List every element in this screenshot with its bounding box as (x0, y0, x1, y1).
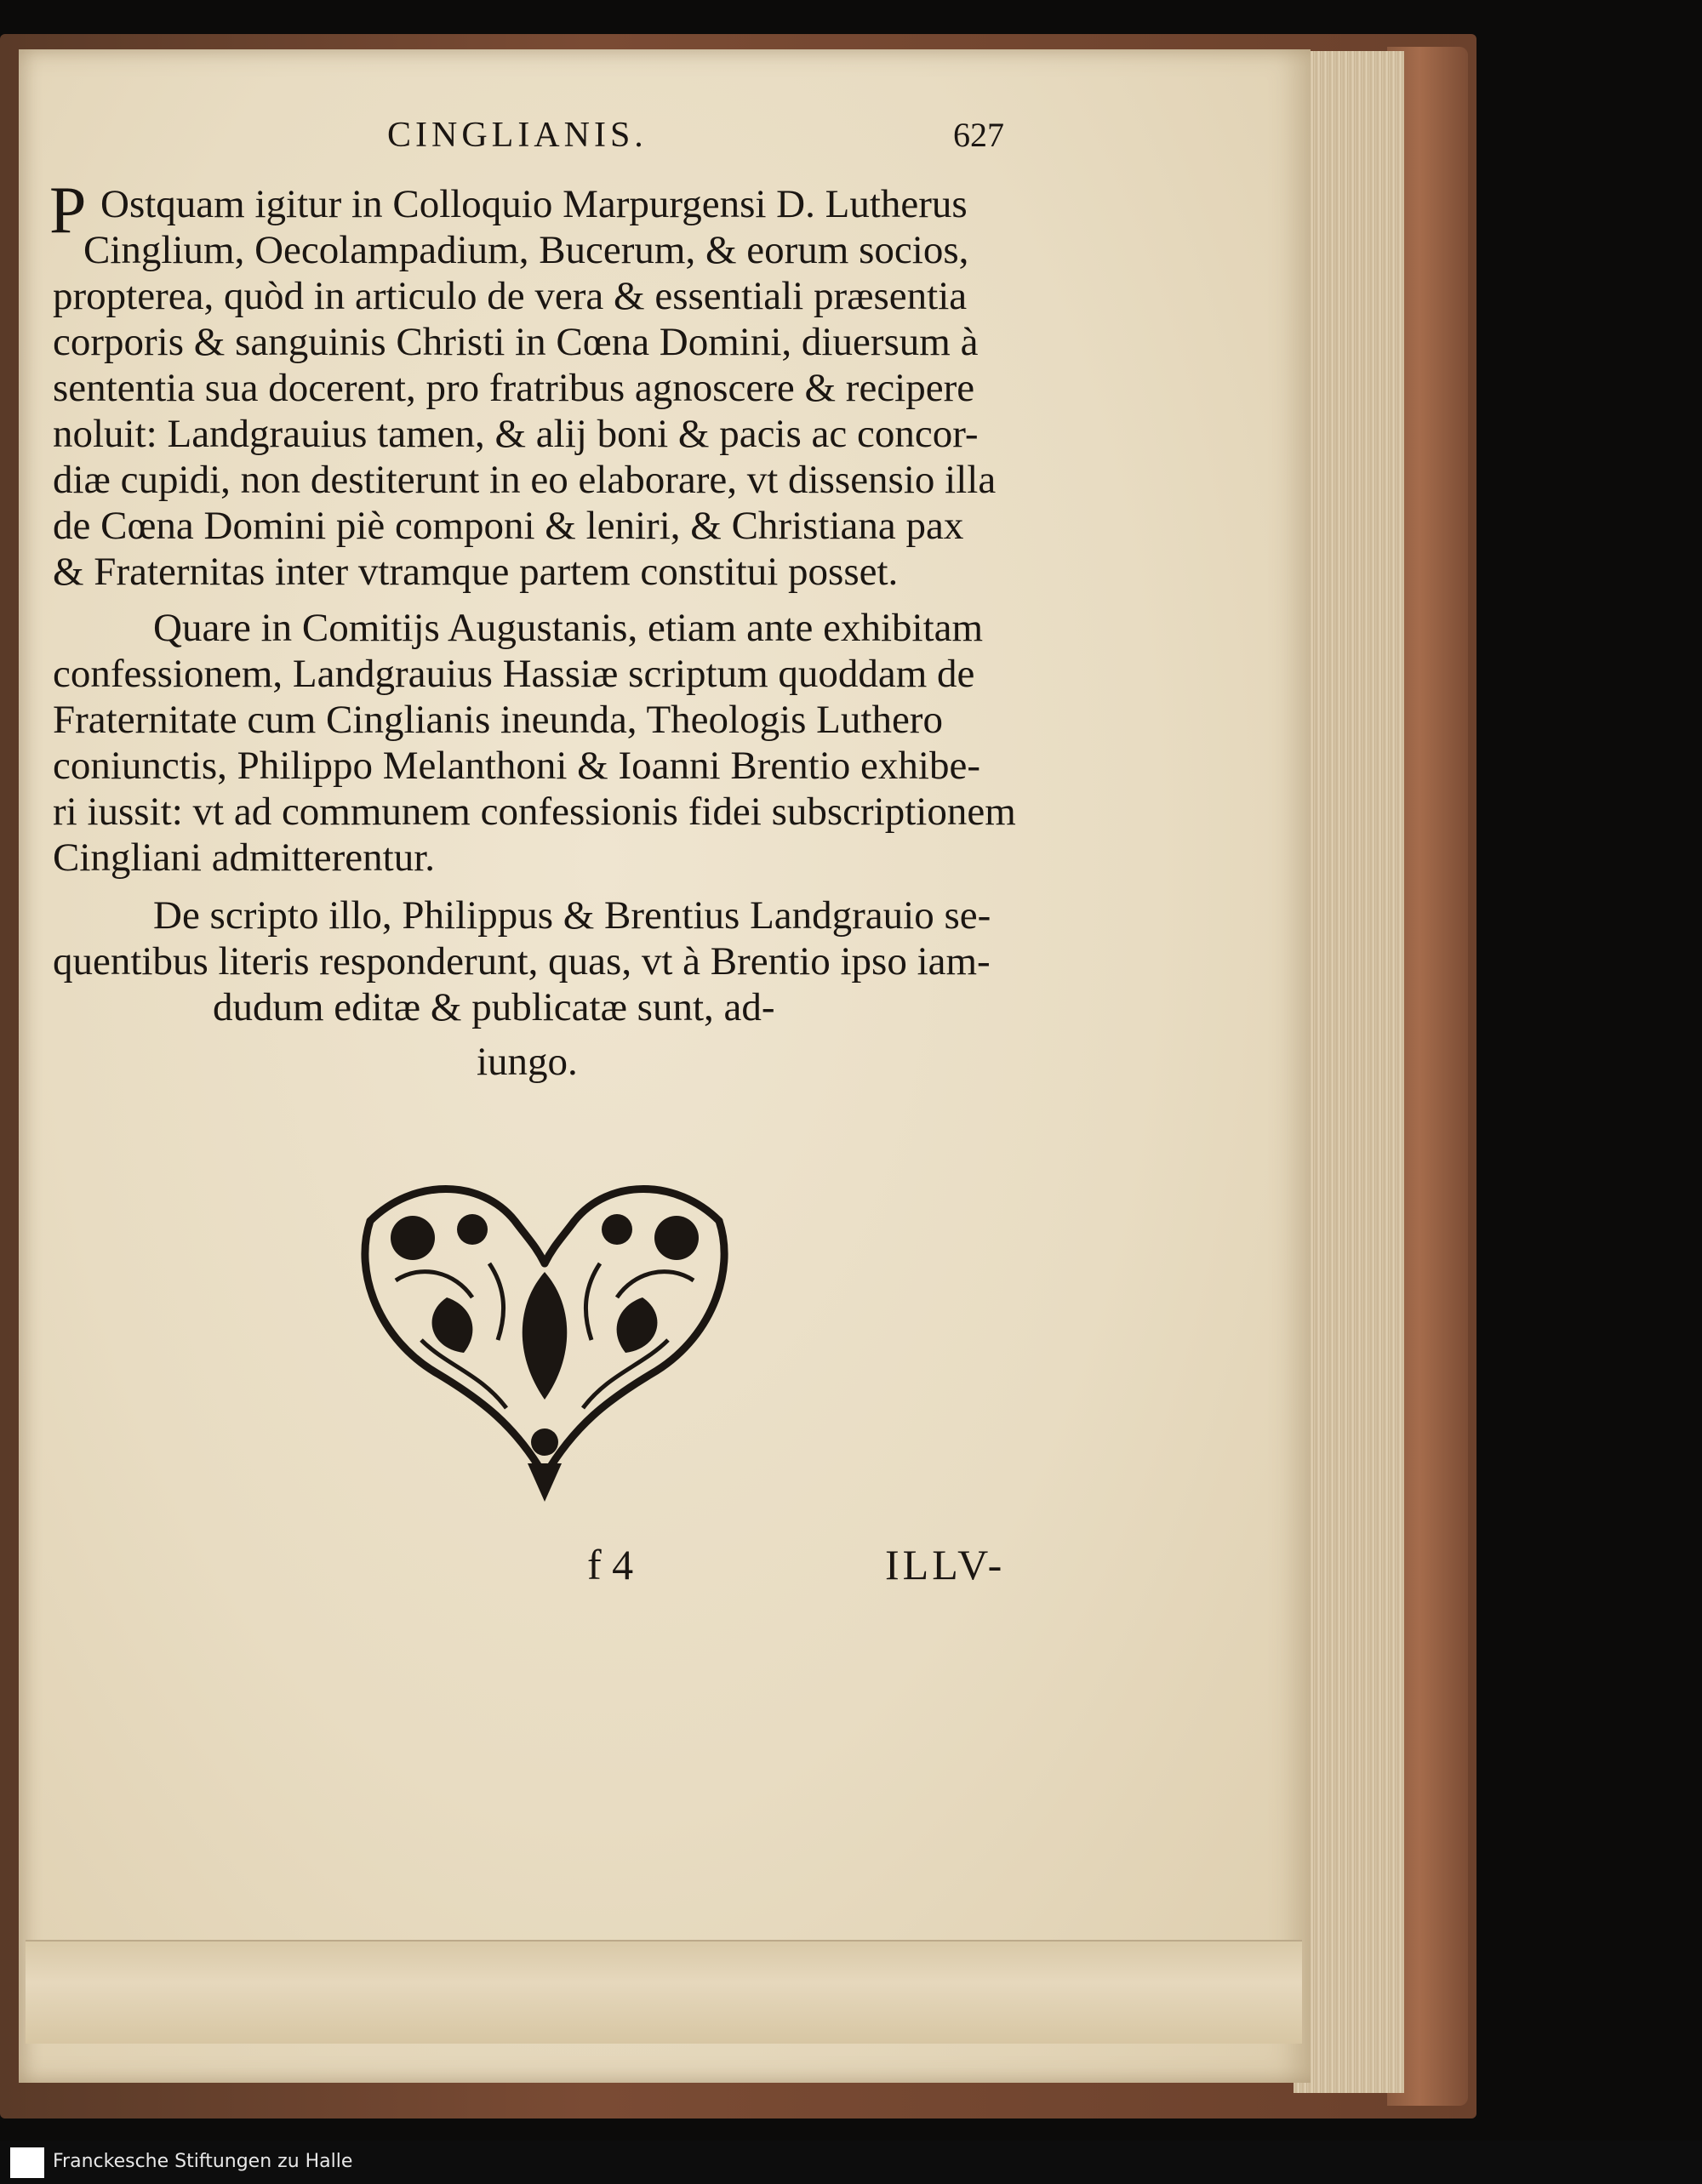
catchword: ILLV- (885, 1541, 1006, 1588)
drop-cap: P (49, 173, 87, 247)
fleuron-ornament-icon (345, 1170, 745, 1506)
body-line: diæ cupidi, non destiterunt in eo elaborare, vt dissensio illa (53, 458, 997, 502)
running-head: CINGLIANIS. (387, 116, 648, 155)
body-line: Fraternitate cum Cinglianis ineunda, Theologis Luthero (53, 698, 943, 742)
institution-logo-icon (10, 2147, 44, 2178)
body-line: ri iussit: vt ad communem confessionis fidei subscriptionem (53, 790, 1016, 834)
page-bottom-fold (26, 1940, 1302, 2044)
body-line: noluit: Landgrauius tamen, & alij boni & pacis ac concor- (53, 412, 979, 456)
page-number: 627 (953, 116, 1004, 154)
body-line: iungo. (477, 1040, 578, 1084)
body-line: confessionem, Landgrauius Hassiæ scriptum quoddam de (53, 652, 975, 696)
body-line: Cinglium, Oecolampadium, Bucerum, & eorum socios, (83, 228, 969, 272)
body-line: quentibus literis responderunt, quas, vt à Brentio ipso iam- (53, 939, 991, 984)
body-line: sententia sua docerent, pro fratribus agnoscere & recipere (53, 366, 975, 410)
body-line: dudum editæ & publicatæ sunt, ad- (213, 985, 775, 1029)
body-line: Ostquam igitur in Colloquio Marpurgensi D. Lutherus (100, 182, 968, 226)
body-line: de Cœna Domini piè componi & leniri, & Christiana pax (53, 504, 964, 548)
body-line: & Fraternitas inter vtramque partem constitui posset. (53, 550, 899, 594)
body-line: coniunctis, Philippo Melanthoni & Ioanni Brentio exhibe- (53, 744, 980, 788)
body-line: Cingliani admitterentur. (53, 835, 436, 880)
body-line: De scripto illo, Philippus & Brentius Landgrauio se- (153, 893, 991, 938)
body-line: corporis & sanguinis Christi in Cœna Domini, diuersum à (53, 320, 979, 364)
signature-mark: f 4 (587, 1541, 634, 1588)
footer-institution: Franckesche Stiftungen zu Halle (53, 2151, 353, 2172)
body-line: Quare in Comitijs Augustanis, etiam ante exhibitam (153, 606, 984, 650)
body-line: propterea, quòd in articulo de vera & essentiali præsentia (53, 274, 968, 318)
